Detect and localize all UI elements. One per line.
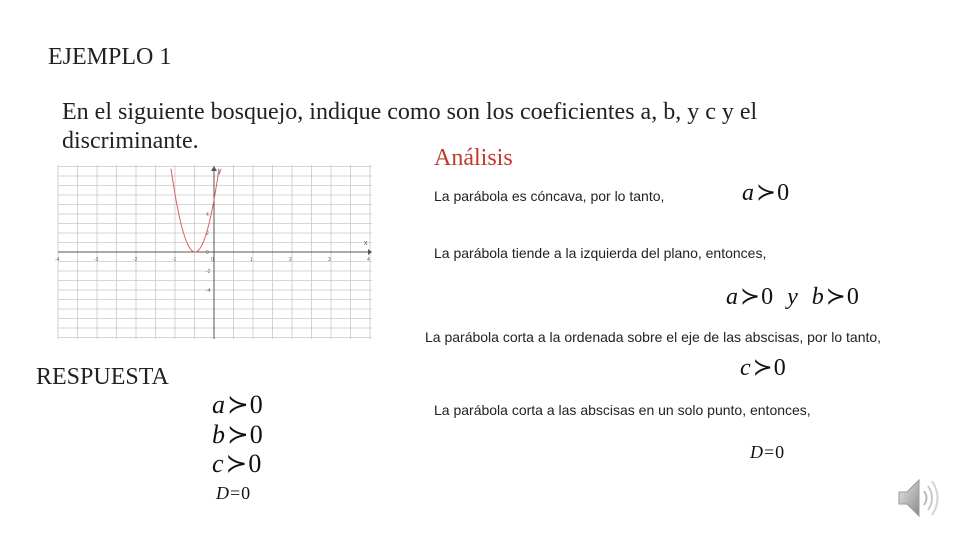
answer-value: 0 [249, 420, 263, 449]
answer-op: = [230, 483, 241, 503]
y-tick-label: 0 [206, 250, 209, 256]
analysis-note-concavity: La parábola es cóncava, por lo tanto, [434, 188, 665, 204]
x-axis-label: x [364, 240, 368, 247]
cond-value: 0 [773, 355, 786, 381]
x-tick-label: -3 [94, 257, 99, 263]
condition-a-positive [742, 178, 789, 207]
condition-discriminant-zero [750, 442, 784, 463]
y-tick-label: 4 [206, 212, 209, 218]
slide-title: EJEMPLO 1 [48, 44, 172, 70]
cond-var2: b [811, 284, 824, 310]
cond-connector: y [787, 284, 798, 310]
x-tick-label: 3 [328, 257, 331, 263]
cond-op: = [764, 442, 775, 462]
analysis-heading: Análisis [434, 145, 513, 171]
parabola-graph [55, 165, 372, 339]
answer-value: 0 [249, 390, 263, 419]
x-tick-label: -1 [172, 257, 177, 263]
x-tick-label: 2 [289, 257, 292, 263]
cond-value2: 0 [846, 284, 859, 310]
answer-op: ≻ [227, 420, 245, 449]
cond-var: a [726, 284, 738, 310]
question-text: En el siguiente bosquejo, indique como son los coeficientes a, b, y c y el discriminante. [62, 99, 758, 154]
cond-op2: ≻ [825, 284, 842, 310]
answer-value: 0 [248, 449, 262, 478]
answer-var: a [212, 390, 225, 419]
answer-c [212, 449, 261, 479]
x-tick-label: -2 [133, 257, 138, 263]
condition-c-positive [740, 353, 786, 382]
y-tick-label: -2 [206, 269, 211, 275]
x-tick-label: 1 [250, 257, 253, 263]
y-tick-label: -4 [206, 288, 211, 294]
answer-var: D [216, 483, 229, 503]
answer-b [212, 420, 263, 450]
answer-heading: RESPUESTA [36, 364, 169, 390]
cond-value: 0 [761, 284, 774, 310]
cond-var: a [742, 180, 754, 206]
answer-var: b [212, 420, 225, 449]
x-tick-label: 4 [367, 257, 370, 263]
y-axis-label: y [218, 168, 222, 175]
cond-value: 0 [777, 180, 790, 206]
cond-var: D [750, 442, 763, 462]
answer-var: c [212, 449, 224, 478]
answer-op: ≻ [227, 390, 245, 419]
analysis-note-intercept: La parábola corta a la ordenada sobre el eje de las abscisas, por lo tanto, [425, 329, 882, 345]
y-tick-label: 2 [206, 231, 209, 237]
x-tick-label: 0 [211, 257, 214, 263]
cond-op: ≻ [752, 355, 769, 381]
x-tick-label: -4 [55, 257, 60, 263]
analysis-note-roots: La parábola corta a las abscisas en un solo punto, entonces, [434, 402, 811, 418]
cond-op: ≻ [756, 180, 773, 206]
condition-a-b-positive [726, 282, 859, 311]
answer-a [212, 390, 263, 420]
analysis-note-direction: La parábola tiende a la izquierda del plano, entonces, [434, 245, 767, 261]
cond-value: 0 [775, 442, 785, 462]
speaker-icon[interactable] [893, 474, 943, 522]
answer-op: ≻ [225, 449, 244, 478]
answer-discriminant [216, 483, 250, 504]
cond-op: ≻ [740, 284, 757, 310]
cond-var: c [740, 355, 751, 381]
answer-value: 0 [241, 483, 251, 503]
